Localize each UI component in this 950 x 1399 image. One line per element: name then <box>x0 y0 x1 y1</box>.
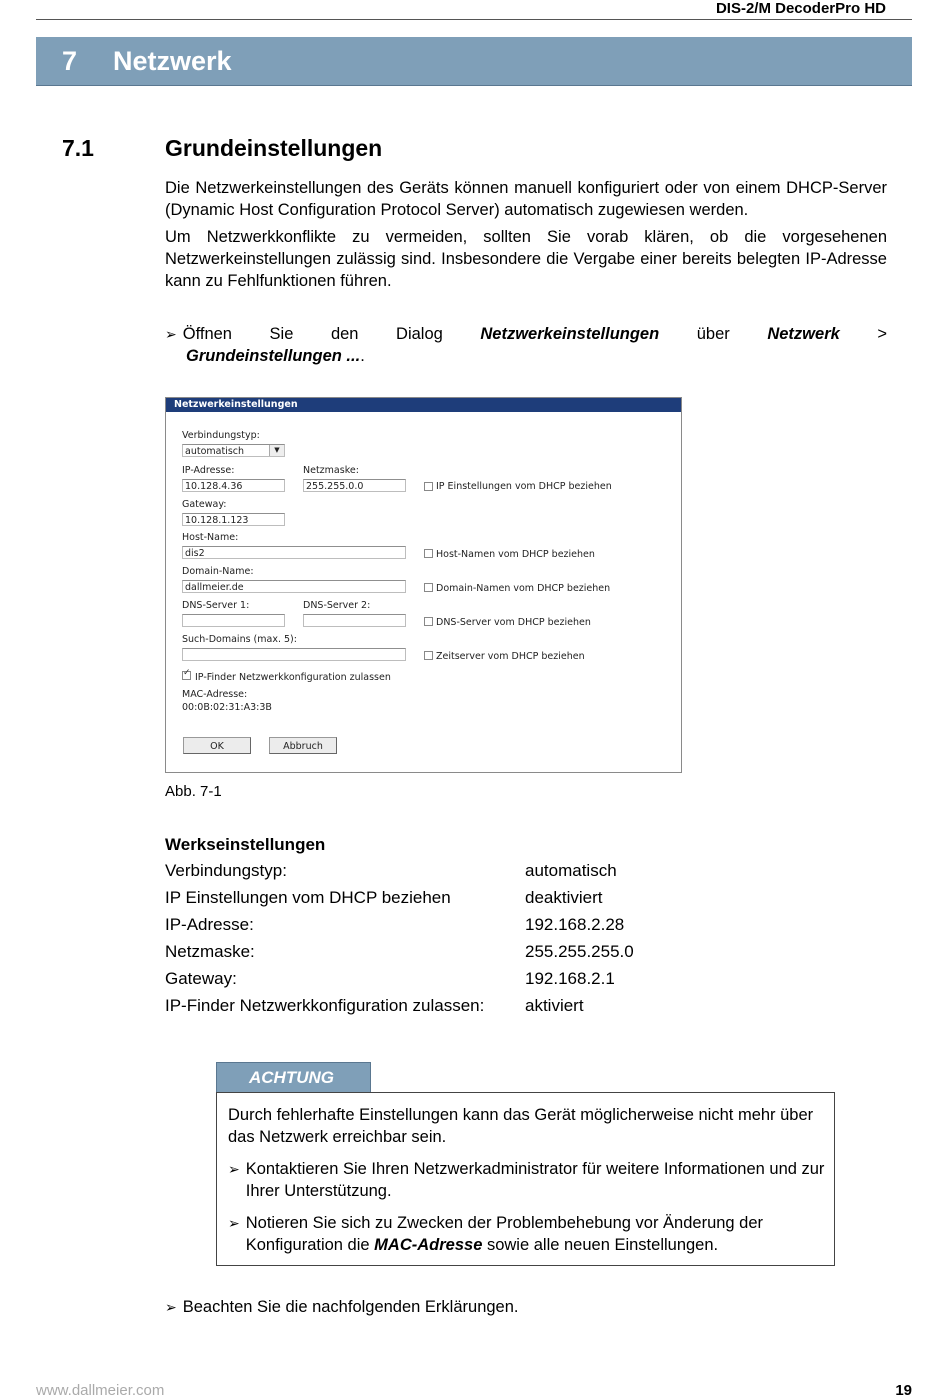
hostname-label: Host-Name: <box>182 532 239 543</box>
netmask-label: Netzmaske: <box>303 465 359 476</box>
menu-path-basic-settings: Grundeinstellungen ... <box>186 347 361 365</box>
domain-dhcp-label: Domain-Namen vom DHCP beziehen <box>436 583 611 594</box>
page-number: 19 <box>895 1382 912 1399</box>
netmask-input[interactable]: 255.255.0.0 <box>303 479 406 492</box>
hostname-input[interactable]: dis2 <box>182 546 406 559</box>
section-title: Grundeinstellungen <box>165 135 383 161</box>
footer-url[interactable]: www.dallmeier.com <box>36 1382 165 1399</box>
ip-dhcp-label: IP Einstellungen vom DHCP beziehen <box>436 481 612 492</box>
warning-bullet: ➢ Kontaktieren Sie Ihren Netzwerkadministrator für weitere Informationen und zur Ihrer Unterstützung. <box>228 1160 825 1200</box>
dns1-label: DNS-Server 1: <box>182 600 250 611</box>
warning-text: Durch fehlerhafte Einstellungen kann das Gerät möglicherweise nicht mehr über das Netzwerk erreichbar sein. <box>228 1106 814 1146</box>
domain-label: Domain-Name: <box>182 566 254 577</box>
chapter-title: Netzwerk <box>113 46 232 76</box>
dns-dhcp-label: DNS-Server vom DHCP beziehen <box>436 617 591 628</box>
gateway-input[interactable]: 10.128.1.123 <box>182 513 285 526</box>
network-settings-dialog <box>165 397 682 773</box>
bullet-arrow-icon: ➢ <box>228 1215 240 1231</box>
factory-row: Netzmaske: 255.255.255.0 <box>165 942 634 961</box>
cancel-button[interactable]: Abbruch <box>269 737 337 754</box>
section-number: 7.1 <box>62 135 94 161</box>
ipfinder-label: IP-Finder Netzwerkkonfiguration zulassen <box>195 672 391 683</box>
factory-row: IP-Adresse: 192.168.2.28 <box>165 915 625 934</box>
factory-settings-title: Werkseinstellungen <box>165 835 326 854</box>
bullet-arrow-icon: ➢ <box>228 1161 240 1177</box>
domain-input[interactable]: dallmeier.de <box>182 580 406 593</box>
domain-dhcp-checkbox[interactable] <box>424 583 433 592</box>
warning-tab <box>216 1062 371 1092</box>
paragraph-conflicts: Um Netzwerkkonflikte zu vermeiden, sollten Sie vorab klären, ob die vorgesehenen Netzwerkeinstellungen zulässig sind. Insbesondere die Vergabe einer bereits belegten IP-Adresse kann zu Fehlfunktionen führen. <box>165 228 887 290</box>
factory-row: IP Einstellungen vom DHCP beziehen deaktiviert <box>165 888 603 907</box>
factory-row: IP-Finder Netzwerkkonfiguration zulassen: aktiviert <box>165 996 584 1015</box>
final-step: ➢ Beachten Sie die nachfolgenden Erklärungen. <box>165 1298 519 1316</box>
time-dhcp-checkbox[interactable] <box>424 651 433 660</box>
ipfinder-checkbox[interactable] <box>182 671 191 680</box>
dns-dhcp-checkbox[interactable] <box>424 617 433 626</box>
hostname-dhcp-label: Host-Namen vom DHCP beziehen <box>436 549 595 560</box>
chapter-heading <box>36 37 912 86</box>
connection-type-select[interactable]: automatisch ▼ <box>182 444 285 457</box>
warning-bullet: ➢ Notieren Sie sich zu Zwecken der Problembehebung vor Änderung der Konfiguration die MAC-Adresse sowie alle neuen Einstellungen. <box>228 1214 764 1254</box>
chevron-down-icon: ▼ <box>269 445 284 456</box>
gateway-label: Gateway: <box>182 499 227 510</box>
search-domains-label: Such-Domains (max. 5): <box>182 634 297 645</box>
ip-label: IP-Adresse: <box>182 465 235 476</box>
dns1-input[interactable] <box>182 614 285 627</box>
dialog-title: Netzwerkeinstellungen <box>166 398 681 412</box>
dns2-input[interactable] <box>303 614 406 627</box>
dns2-label: DNS-Server 2: <box>303 600 371 611</box>
search-domains-input[interactable] <box>182 648 406 661</box>
hostname-dhcp-checkbox[interactable] <box>424 549 433 558</box>
ip-input[interactable]: 10.128.4.36 <box>182 479 285 492</box>
bullet-arrow-icon: ➢ <box>165 1299 177 1315</box>
ip-dhcp-checkbox[interactable] <box>424 482 433 491</box>
paragraph-intro: Die Netzwerkeinstellungen des Geräts können manuell konfiguriert oder von einem DHCP-Server (Dynamic Host Configuration Protocol Server) automatisch zugewiesen werden. <box>165 179 887 219</box>
bullet-arrow-icon: ➢ <box>165 326 177 342</box>
warning-label: ACHTUNG <box>249 1068 334 1087</box>
dialog-name: Netzwerkeinstellungen <box>480 325 660 343</box>
step-open-dialog: ➢ Öffnen Sie den Dialog Netzwerkeinstellungen über Netzwerk > Grundeinstellungen .... <box>165 325 887 365</box>
ok-button[interactable]: OK <box>183 737 251 754</box>
chapter-number: 7 <box>62 46 78 76</box>
menu-path-network: Netzwerk <box>767 325 840 343</box>
connection-type-label: Verbindungstyp: <box>182 430 260 441</box>
header-title: DIS-2/M DecoderPro HD <box>715 0 886 17</box>
factory-row: Verbindungstyp: automatisch <box>165 861 617 880</box>
factory-row: Gateway: 192.168.2.1 <box>165 969 615 988</box>
mac-label: MAC-Adresse: <box>182 689 248 700</box>
time-dhcp-label: Zeitserver vom DHCP beziehen <box>436 651 585 662</box>
figure-caption: Abb. 7-1 <box>165 783 222 800</box>
header-divider <box>36 19 912 20</box>
mac-value: 00:0B:02:31:A3:3B <box>182 702 272 713</box>
